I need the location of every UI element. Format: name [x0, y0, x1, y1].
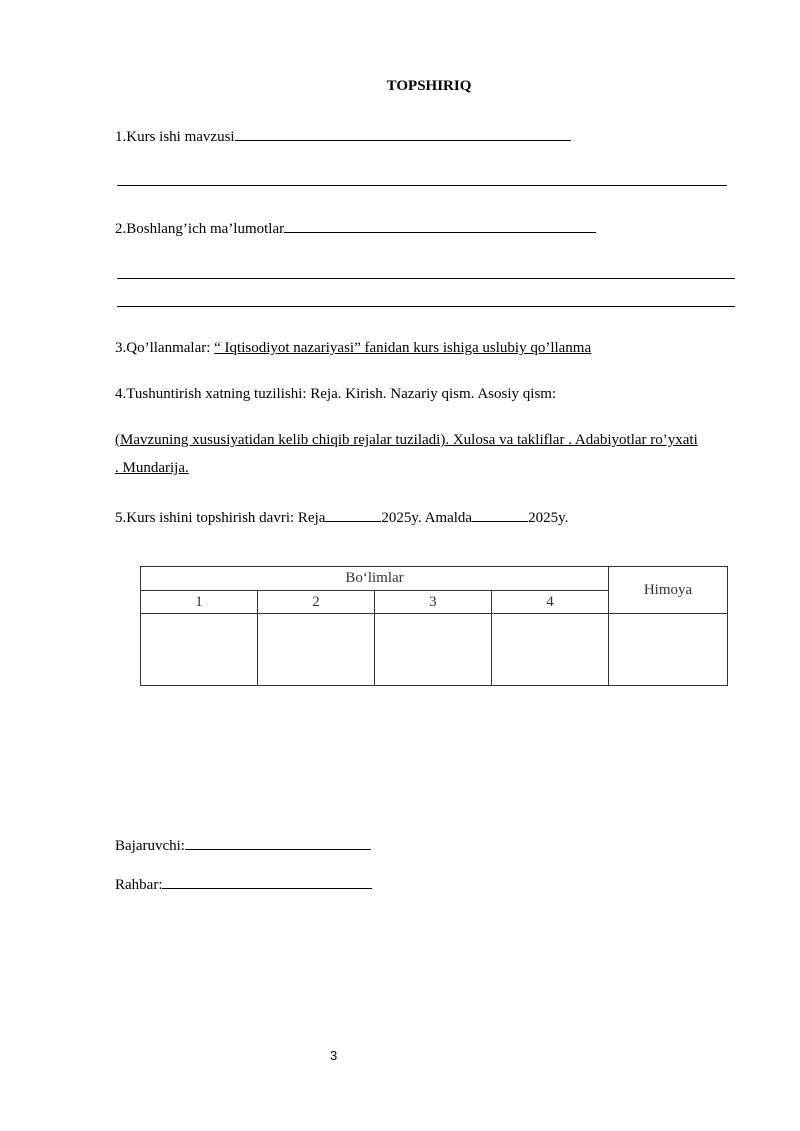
- structure-label: 4.Tushuntirish xatning tuzilishi: Reja. Kirish. Nazariy qism. Asosiy qism:: [115, 386, 557, 402]
- initial-data-blank-line-3[interactable]: [117, 306, 735, 307]
- submission-period-label: 5.Kurs ishini topshirish davri: Reja: [115, 510, 326, 526]
- manuals-line: [115, 340, 591, 357]
- page-title: TOPSHIRIQ: [386, 78, 472, 94]
- supervisor-signature-blank[interactable]: [162, 874, 372, 889]
- structure-detail-line-1: (Mavzuning xususiyatidan kelib chiqib rejalar tuziladi). Xulosa va takliflar . Adabiyotlar ro’yxati: [115, 432, 698, 448]
- executor-signature-blank[interactable]: [185, 835, 371, 850]
- planned-date-blank[interactable]: [325, 507, 381, 522]
- course-topic-line: [115, 126, 571, 146]
- section-cell-2[interactable]: [257, 614, 374, 686]
- section-col-2: 2: [257, 591, 374, 614]
- initial-data-line: [115, 218, 596, 238]
- submission-period-line: [115, 507, 568, 527]
- supervisor-line: [115, 874, 372, 894]
- manuals-value: “ Iqtisodiyot nazariyasi” fanidan kurs ishiga uslubiy qo’llanma: [214, 340, 592, 356]
- section-cell-4[interactable]: [491, 614, 608, 686]
- page-number: 3: [330, 1048, 338, 1063]
- initial-data-blank-line-2[interactable]: [117, 278, 735, 279]
- initial-data-blank[interactable]: [284, 218, 596, 233]
- course-topic-label: 1.Kurs ishi mavzusi: [115, 129, 235, 145]
- executor-line: [115, 835, 371, 855]
- actual-date-blank[interactable]: [472, 507, 528, 522]
- section-col-3: 3: [374, 591, 491, 614]
- structure-detail-line-2: . Mundarija.: [115, 460, 189, 476]
- defense-header: Himoya: [609, 567, 728, 614]
- section-cell-1[interactable]: [141, 614, 258, 686]
- executor-label: Bajaruvchi:: [115, 838, 185, 854]
- sections-header: Bo‘limlar: [141, 567, 609, 591]
- course-topic-blank[interactable]: [235, 126, 571, 141]
- supervisor-label: Rahbar:: [115, 877, 163, 893]
- manuals-label: 3.Qo’llanmalar:: [115, 340, 215, 356]
- section-col-1: 1: [141, 591, 258, 614]
- initial-data-label: 2.Boshlang’ich ma’lumotlar: [115, 221, 285, 237]
- actual-year-label: 2025y.: [528, 510, 569, 526]
- section-cell-3[interactable]: [374, 614, 491, 686]
- defense-cell[interactable]: [609, 614, 728, 686]
- course-topic-blank-line-2[interactable]: [117, 185, 727, 186]
- sections-table: [140, 566, 728, 686]
- section-col-4: 4: [491, 591, 608, 614]
- planned-year-label: 2025y. Amalda: [381, 510, 473, 526]
